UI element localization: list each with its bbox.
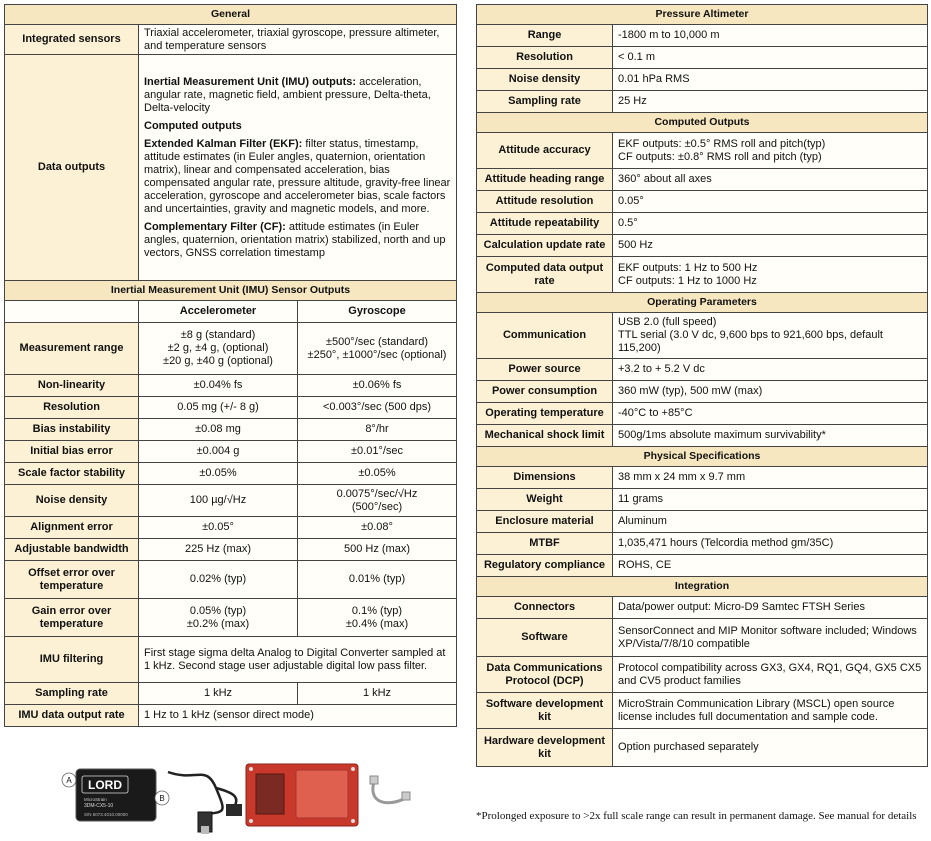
integrated-sensors-label: Integrated sensors <box>5 25 139 55</box>
connectors-value: Data/power output: Micro-D9 Samtec FTSH Series <box>613 597 928 619</box>
scale-factor-stability-label: Scale factor stability <box>5 463 139 485</box>
communication-label: Communication <box>477 313 613 359</box>
mechanical-shock-label: Mechanical shock limit <box>477 425 613 447</box>
computed-data-rate-value <box>613 257 928 293</box>
cf-text: attitude estimates (in Euler angles, quaternion, orientation matrix) stabilized, north and up vectors, GNSS correlation timestamp <box>144 220 446 259</box>
regulatory-label: Regulatory compliance <box>477 555 613 577</box>
brand-text: MicroStrain <box>84 797 107 802</box>
operating-temperature-label: Operating temperature <box>477 403 613 425</box>
ribbon-end-1 <box>370 776 378 784</box>
weight-label: Weight <box>477 489 613 511</box>
alignment-error-gyro: ±0.08° <box>298 517 457 539</box>
imu-filtering-value: First stage sigma delta Analog to Digital Converter sampled at 1 kHz. Second stage user adjustable digital low pass filter. <box>139 637 457 683</box>
initial-bias-error-accel: ±0.004 g <box>139 441 298 463</box>
pressure-noise-label: Noise density <box>477 69 613 91</box>
attitude-heading-value: 360° about all axes <box>613 169 928 191</box>
operating-temperature-value: -40°C to +85°C <box>613 403 928 425</box>
computed-data-rate-label: Computed data output rate <box>477 257 613 293</box>
scale-factor-stability-gyro: ±0.05% <box>298 463 457 485</box>
accelerometer-col-header: Accelerometer <box>139 301 298 323</box>
bias-instability-gyro: 8°/hr <box>298 419 457 441</box>
software-label: Software <box>477 619 613 657</box>
non-linearity-gyro: ±0.06% fs <box>298 375 457 397</box>
pressure-sampling-label: Sampling rate <box>477 91 613 113</box>
calc-update-label: Calculation update rate <box>477 235 613 257</box>
non-linearity-accel: ±0.04% fs <box>139 375 298 397</box>
gain-error-label: Gain error over temperature <box>5 599 139 637</box>
ribbon-wire <box>373 782 406 803</box>
gain-error-accel-2: ±0.2% (max) <box>186 617 250 630</box>
noise-density-gyro <box>298 485 457 517</box>
dimensions-label: Dimensions <box>477 467 613 489</box>
attitude-accuracy-label: Attitude accuracy <box>477 133 613 169</box>
connectors-label: Connectors <box>477 597 613 619</box>
attitude-heading-label: Attitude heading range <box>477 169 613 191</box>
pressure-range-label: Range <box>477 25 613 47</box>
right-spec-table <box>476 4 928 767</box>
attitude-accuracy-ekf: EKF outputs: ±0.5° RMS roll and pitch(typ) <box>618 137 826 150</box>
pressure-resolution-value: < 0.1 m <box>613 47 928 69</box>
calc-update-value: 500 Hz <box>613 235 928 257</box>
communication-usb: USB 2.0 (full speed) <box>618 316 717 328</box>
ekf-title: Extended Kalman Filter (EKF): <box>144 137 303 150</box>
power-consumption-label: Power consumption <box>477 381 613 403</box>
offset-error-gyro: 0.01% (typ) <box>298 561 457 599</box>
pressure-range-value: -1800 m to 10,000 m <box>613 25 928 47</box>
board-module <box>296 770 348 818</box>
noise-density-gyro-2: (500°/sec) <box>351 500 403 513</box>
attitude-repeatability-label: Attitude repeatability <box>477 213 613 235</box>
alignment-error-accel: ±0.05° <box>139 517 298 539</box>
imu-filtering-label: IMU filtering <box>5 637 139 683</box>
sampling-rate-label: Sampling rate <box>5 683 139 705</box>
ribbon-end-2 <box>402 792 410 800</box>
label-b: B <box>159 794 165 803</box>
pressure-altimeter-header: Pressure Altimeter <box>477 5 928 25</box>
enclosure-label: Enclosure material <box>477 511 613 533</box>
mechanical-shock-value: 500g/1ms absolute maximum survivability* <box>613 425 928 447</box>
non-linearity-label: Non-linearity <box>5 375 139 397</box>
data-outputs-value <box>139 55 457 281</box>
weight-value: 11 grams <box>613 489 928 511</box>
scale-factor-stability-accel: ±0.05% <box>139 463 298 485</box>
label-a: A <box>66 776 72 785</box>
gain-error-accel <box>139 599 298 637</box>
communication-ttl: TTL serial (3.0 V dc, 9,600 bps to 921,600 bps, default 115,200) <box>618 329 883 354</box>
computed-rate-cf: CF outputs: 1 Hz to 1000 Hz <box>618 274 757 287</box>
mount-hole-1 <box>249 767 253 771</box>
resolution-label: Resolution <box>5 397 139 419</box>
alignment-error-label: Alignment error <box>5 517 139 539</box>
adjustable-bandwidth-label: Adjustable bandwidth <box>5 539 139 561</box>
computed-outputs-header: Computed Outputs <box>477 113 928 133</box>
ribbon-cable <box>370 776 410 803</box>
pressure-noise-value: 0.01 hPa RMS <box>613 69 928 91</box>
accel-range-3: ±20 g, ±40 g (optional) <box>163 355 273 367</box>
mtbf-value: 1,035,471 hours (Telcordia method gm/35C) <box>613 533 928 555</box>
cf-title: Complementary Filter (CF): <box>144 220 286 233</box>
noise-density-gyro-1: 0.0075°/sec/√Hz <box>336 487 418 500</box>
initial-bias-error-gyro: ±0.01°/sec <box>298 441 457 463</box>
hdk-value: Option purchased separately <box>613 729 928 767</box>
mount-hole-2 <box>351 767 355 771</box>
gain-error-gyro <box>298 599 457 637</box>
measurement-range-accel <box>139 323 298 375</box>
board-chip <box>256 774 284 814</box>
accel-range-1: ±8 g (standard) <box>180 329 256 341</box>
offset-error-label: Offset error over temperature <box>5 561 139 599</box>
integration-header: Integration <box>477 577 928 597</box>
usb-tip <box>201 826 209 834</box>
gain-error-gyro-1: 0.1% (typ) <box>351 604 403 617</box>
initial-bias-error-label: Initial bias error <box>5 441 139 463</box>
lord-logo: LORD <box>88 778 122 792</box>
sdk-label: Software development kit <box>477 693 613 729</box>
offset-error-accel: 0.02% (typ) <box>139 561 298 599</box>
gain-error-gyro-2: ±0.4% (max) <box>345 617 409 630</box>
attitude-resolution-label: Attitude resolution <box>477 191 613 213</box>
dcp-label: Data Communications Protocol (DCP) <box>477 657 613 693</box>
left-spec-table <box>4 4 457 727</box>
power-source-value: +3.2 to + 5.2 V dc <box>613 359 928 381</box>
dev-board <box>246 764 358 826</box>
resolution-accel: 0.05 mg (+/- 8 g) <box>139 397 298 419</box>
data-outputs-label: Data outputs <box>5 55 139 281</box>
imu-data-rate-label: IMU data output rate <box>5 705 139 727</box>
footnote: *Prolonged exposure to >2x full scale range can result in permanent damage. See manual for details <box>476 810 917 822</box>
hdk-label: Hardware development kit <box>477 729 613 767</box>
communication-value <box>613 313 928 359</box>
noise-density-label: Noise density <box>5 485 139 517</box>
gyro-range-1: ±500°/sec (standard) <box>325 335 429 348</box>
attitude-repeatability-value: 0.5° <box>613 213 928 235</box>
measurement-range-label: Measurement range <box>5 323 139 375</box>
software-value: SensorConnect and MIP Monitor software included; Windows XP/Vista/7/8/10 compatible <box>613 619 928 657</box>
gain-error-accel-1: 0.05% (typ) <box>189 604 247 617</box>
sampling-rate-accel: 1 kHz <box>139 683 298 705</box>
imu-sensor-header: Inertial Measurement Unit (IMU) Sensor Outputs <box>5 281 457 301</box>
measurement-range-gyro <box>298 323 457 375</box>
mount-hole-3 <box>249 819 253 823</box>
serial-text: S/N 6073.4010.00000 <box>84 812 128 817</box>
bias-instability-accel: ±0.08 mg <box>139 419 298 441</box>
physical-specs-header: Physical Specifications <box>477 447 928 467</box>
imu-data-rate-value: 1 Hz to 1 kHz (sensor direct mode) <box>139 705 457 727</box>
imu-outputs-text: acceleration, angular rate, magnetic field, ambient pressure, Delta-theta, Delta-velocity <box>144 75 431 114</box>
power-consumption-value: 360 mW (typ), 500 mW (max) <box>613 381 928 403</box>
regulatory-value: ROHS, CE <box>613 555 928 577</box>
noise-density-accel: 100 µg/√Hz <box>139 485 298 517</box>
bias-instability-label: Bias instability <box>5 419 139 441</box>
pressure-resolution-label: Resolution <box>477 47 613 69</box>
blank-cell <box>5 301 139 323</box>
attitude-resolution-value: 0.05° <box>613 191 928 213</box>
dcp-value: Protocol compatibility across GX3, GX4, RQ1, GQ4, GX5 CX5 and CV5 product families <box>613 657 928 693</box>
dimensions-value: 38 mm x 24 mm x 9.7 mm <box>613 467 928 489</box>
resolution-gyro: <0.003°/sec (500 dps) <box>298 397 457 419</box>
attitude-accuracy-value <box>613 133 928 169</box>
sdk-value: MicroStrain Communication Library (MSCL) open source license includes full documentation and sample code. <box>613 693 928 729</box>
enclosure-value: Aluminum <box>613 511 928 533</box>
mount-hole-4 <box>351 819 355 823</box>
power-source-label: Power source <box>477 359 613 381</box>
pressure-sampling-value: 25 Hz <box>613 91 928 113</box>
operating-parameters-header: Operating Parameters <box>477 293 928 313</box>
imu-outputs-title: Inertial Measurement Unit (IMU) outputs: <box>144 75 357 88</box>
attitude-accuracy-cf: CF outputs: ±0.8° RMS roll and pitch (typ) <box>618 150 822 163</box>
adjustable-bandwidth-accel: 225 Hz (max) <box>139 539 298 561</box>
cable-wire <box>168 772 223 814</box>
integrated-sensors-value: Triaxial accelerometer, triaxial gyroscope, pressure altimeter, and temperature sensors <box>139 25 457 55</box>
adjustable-bandwidth-gyro: 500 Hz (max) <box>298 539 457 561</box>
connector-plug <box>226 804 242 816</box>
product-illustration <box>56 752 416 837</box>
sensor-module <box>62 769 156 821</box>
accel-range-2: ±2 g, ±4 g, (optional) <box>167 342 269 354</box>
usb-cable <box>155 772 242 834</box>
mtbf-label: MTBF <box>477 533 613 555</box>
gyro-range-2: ±250°, ±1000°/sec (optional) <box>307 348 447 361</box>
general-header: General <box>5 5 457 25</box>
computed-rate-ekf: EKF outputs: 1 Hz to 500 Hz <box>618 261 758 274</box>
model-text: 3DM-CX5-10 <box>84 803 114 809</box>
ekf-text: filter status, timestamp, attitude estimates (in Euler angles, quaternion, orientation matrix), linear and compensated acceleration, bias compensated angular rate, pressure altitude, gravity-free linear acceleration, gyroscope and accelerometer bias, scale factors and uncertainties, gravity and magnetic models, and more. <box>144 137 451 215</box>
computed-outputs-title: Computed outputs <box>144 119 242 132</box>
sampling-rate-gyro: 1 kHz <box>298 683 457 705</box>
gyroscope-col-header: Gyroscope <box>298 301 457 323</box>
